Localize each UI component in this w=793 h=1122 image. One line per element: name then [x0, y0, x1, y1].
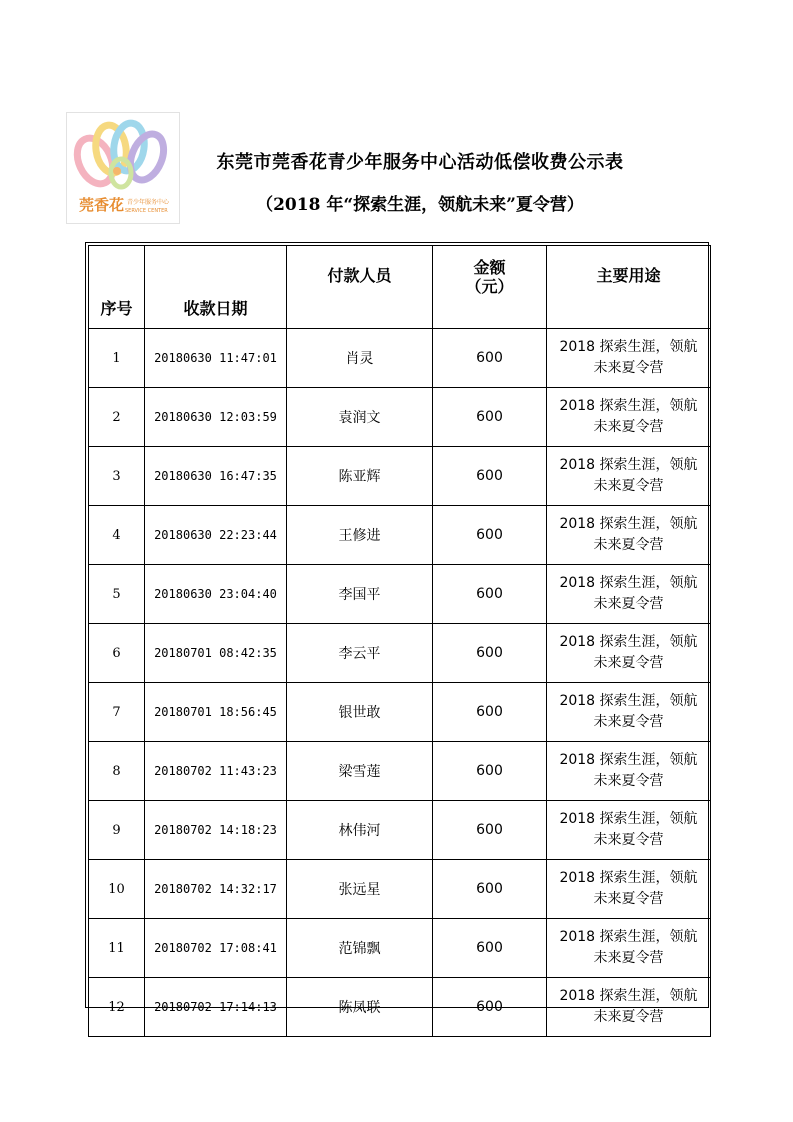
cell-seq: 3: [89, 447, 145, 506]
table-row: [89, 978, 711, 1037]
cell-payer: 银世敢: [287, 683, 433, 742]
table-row: [89, 742, 711, 801]
page-subtitle: （2018 年“探索生涯，领航未来”夏令营）: [256, 195, 584, 215]
cell-amount: 600: [433, 919, 547, 978]
cell-purpose: [547, 624, 711, 683]
cell-date: 20180701 08:42:35: [145, 624, 287, 683]
cell-purpose-line: 2018 探索生涯，领航: [559, 516, 698, 532]
cell-purpose-line: 2018 探索生涯，领航: [559, 457, 698, 473]
cell-purpose-line: 2018 探索生涯，领航: [559, 575, 698, 591]
cell-payer: 王修进: [287, 506, 433, 565]
table-row: [89, 801, 711, 860]
cell-payer: 肖灵: [287, 329, 433, 388]
cell-seq: 6: [89, 624, 145, 683]
cell-purpose: [547, 683, 711, 742]
cell-date: 20180702 17:08:41: [145, 919, 287, 978]
cell-purpose: [547, 919, 711, 978]
cell-purpose-line: 2018 探索生涯，领航: [559, 811, 698, 827]
cell-amount: 600: [433, 329, 547, 388]
cell-payer: 陈凤联: [287, 978, 433, 1037]
cell-purpose-line: 未来夏令营: [593, 891, 664, 907]
cell-payer: 李国平: [287, 565, 433, 624]
cell-amount: 600: [433, 978, 547, 1037]
table-row: [89, 506, 711, 565]
header-purpose: 主要用途: [547, 246, 711, 329]
cell-amount: 600: [433, 447, 547, 506]
cell-seq: 8: [89, 742, 145, 801]
table-row: [89, 388, 711, 447]
cell-purpose: [547, 978, 711, 1037]
cell-purpose-line: 2018 探索生涯，领航: [559, 693, 698, 709]
cell-purpose: [547, 388, 711, 447]
cell-seq: 4: [89, 506, 145, 565]
cell-amount: 600: [433, 860, 547, 919]
logo-brand-text: 莞香花: [79, 196, 125, 214]
cell-purpose-line: 未来夏令营: [593, 537, 664, 553]
cell-amount: 600: [433, 565, 547, 624]
table-row: [89, 329, 711, 388]
cell-amount: 600: [433, 742, 547, 801]
cell-seq: 2: [89, 388, 145, 447]
cell-purpose: [547, 447, 711, 506]
cell-purpose: [547, 742, 711, 801]
cell-purpose: [547, 860, 711, 919]
cell-purpose-line: 未来夏令营: [593, 714, 664, 730]
cell-purpose-line: 2018 探索生涯，领航: [559, 988, 698, 1004]
fee-table: [88, 245, 711, 1037]
logo-english: SERVICE CENTER: [125, 208, 168, 214]
cell-date: 20180630 11:47:01: [145, 329, 287, 388]
cell-purpose-line: 未来夏令营: [593, 655, 664, 671]
header-amount-line2: （元）: [465, 277, 514, 296]
cell-date: 20180702 17:14:13: [145, 978, 287, 1037]
cell-seq: 7: [89, 683, 145, 742]
table-row: [89, 447, 711, 506]
header-date: 收款日期: [145, 246, 287, 329]
cell-amount: 600: [433, 801, 547, 860]
page-title: 东莞市莞香花青少年服务中心活动低偿收费公示表: [216, 152, 624, 173]
table-row: [89, 565, 711, 624]
organization-logo: [66, 112, 180, 224]
cell-purpose-line: 未来夏令营: [593, 832, 664, 848]
cell-date: 20180702 14:32:17: [145, 860, 287, 919]
cell-date: 20180630 23:04:40: [145, 565, 287, 624]
cell-date: 20180702 11:43:23: [145, 742, 287, 801]
cell-payer: 袁润文: [287, 388, 433, 447]
cell-date: 20180702 14:18:23: [145, 801, 287, 860]
flower-logo-icon: [67, 113, 179, 223]
table-row: [89, 919, 711, 978]
cell-purpose-line: 未来夏令营: [593, 360, 664, 376]
cell-date: 20180701 18:56:45: [145, 683, 287, 742]
cell-purpose: [547, 565, 711, 624]
cell-payer: 陈亚辉: [287, 447, 433, 506]
cell-payer: 李云平: [287, 624, 433, 683]
cell-purpose-line: 2018 探索生涯，领航: [559, 339, 698, 355]
cell-purpose-line: 未来夏令营: [593, 773, 664, 789]
cell-date: 20180630 16:47:35: [145, 447, 287, 506]
cell-purpose: [547, 801, 711, 860]
cell-payer: 林伟河: [287, 801, 433, 860]
cell-purpose: [547, 506, 711, 565]
cell-purpose-line: 2018 探索生涯，领航: [559, 398, 698, 414]
cell-payer: 张远星: [287, 860, 433, 919]
header-amount-line1: 金额: [473, 258, 506, 277]
header-amount: [433, 246, 547, 329]
cell-purpose-line: 2018 探索生涯，领航: [559, 752, 698, 768]
cell-seq: 10: [89, 860, 145, 919]
table-row: [89, 860, 711, 919]
cell-amount: 600: [433, 683, 547, 742]
cell-payer: 梁雪莲: [287, 742, 433, 801]
cell-purpose-line: 2018 探索生涯，领航: [559, 634, 698, 650]
cell-purpose-line: 未来夏令营: [593, 1009, 664, 1025]
cell-date: 20180630 22:23:44: [145, 506, 287, 565]
cell-purpose-line: 未来夏令营: [593, 950, 664, 966]
header-payer: 付款人员: [287, 246, 433, 329]
cell-purpose-line: 未来夏令营: [593, 478, 664, 494]
cell-amount: 600: [433, 388, 547, 447]
cell-purpose-line: 未来夏令营: [593, 596, 664, 612]
table-row: [89, 683, 711, 742]
table-header-row: [89, 246, 711, 329]
cell-seq: 5: [89, 565, 145, 624]
cell-amount: 600: [433, 624, 547, 683]
cell-amount: 600: [433, 506, 547, 565]
cell-purpose-line: 未来夏令营: [593, 419, 664, 435]
cell-purpose-line: 2018 探索生涯，领航: [559, 870, 698, 886]
cell-date: 20180630 12:03:59: [145, 388, 287, 447]
header-seq: 序号: [89, 246, 145, 329]
cell-purpose: [547, 329, 711, 388]
cell-seq: 1: [89, 329, 145, 388]
cell-seq: 12: [89, 978, 145, 1037]
cell-seq: 11: [89, 919, 145, 978]
cell-payer: 范锦飘: [287, 919, 433, 978]
fee-table-frame: [85, 242, 709, 1025]
cell-purpose-line: 2018 探索生涯，领航: [559, 929, 698, 945]
cell-seq: 9: [89, 801, 145, 860]
table-row: [89, 624, 711, 683]
logo-tagline: 青少年服务中心: [127, 199, 170, 206]
